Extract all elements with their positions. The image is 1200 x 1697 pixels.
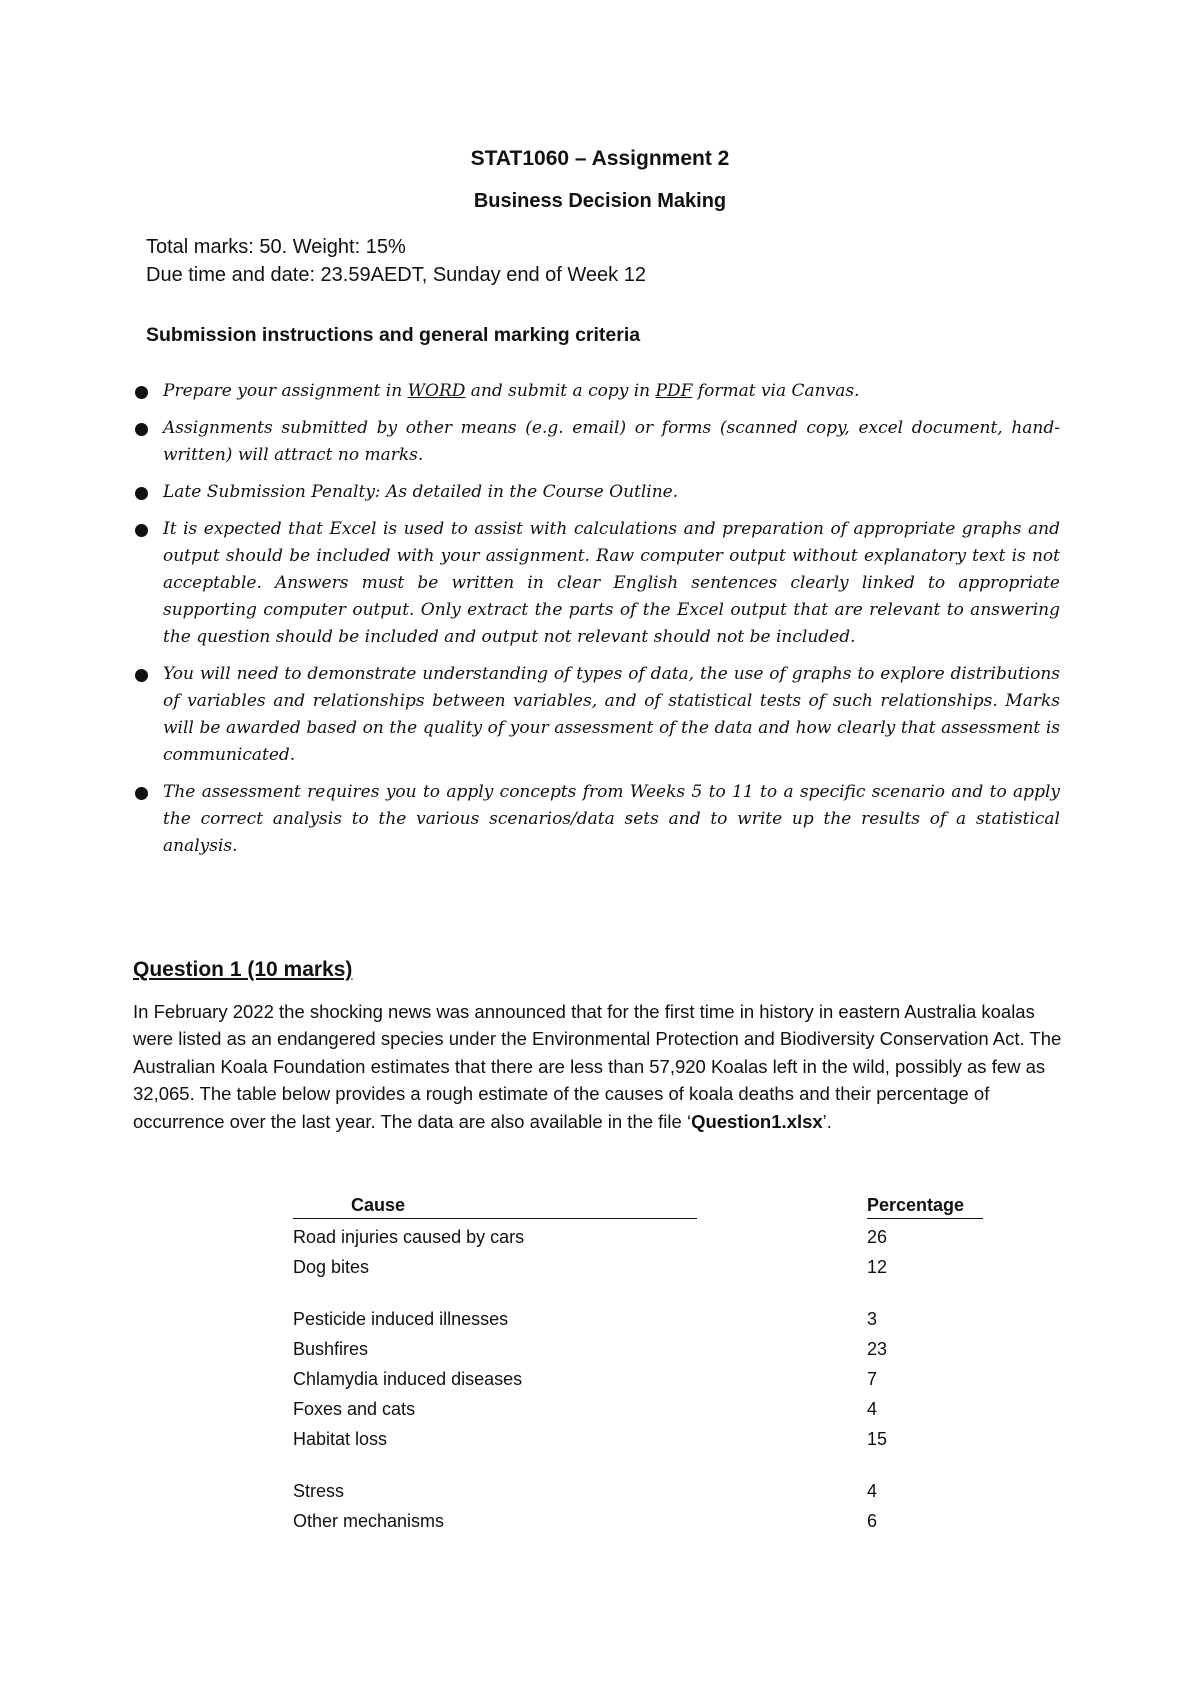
table-row — [293, 1506, 993, 1536]
list-item — [135, 479, 1060, 506]
course-subtitle: Business Decision Making — [473, 190, 727, 212]
bullet-text: The assessment requires you to apply concepts from Weeks 5 to 11 to a specific scenario and to apply the correct analysis to the various scenarios/data sets and to write up the results of a statistical analysis. — [163, 782, 1060, 856]
question1-heading: Question 1 (10 marks) — [133, 958, 353, 981]
pdf-format-text: PDF — [655, 381, 693, 401]
bullet-icon — [135, 669, 148, 682]
due-date: Due time and date: 23.59AEDT, Sunday end of Week 12 — [146, 264, 646, 286]
cause-cell: Pesticide induced illnesses — [293, 1309, 509, 1329]
cause-cell: Dog bites — [293, 1257, 370, 1277]
bullet-icon — [135, 423, 148, 436]
percentage-cell: 6 — [867, 1511, 878, 1531]
cause-cell: Chlamydia induced diseases — [293, 1369, 523, 1389]
cause-cell: Stress — [293, 1481, 345, 1501]
table-row — [293, 1424, 993, 1454]
instructions-list — [135, 378, 1060, 860]
percentage-cell: 26 — [867, 1227, 888, 1247]
table-row — [293, 1476, 993, 1506]
instructions-heading: Submission instructions and general marking criteria — [146, 324, 641, 346]
data-file-name: Question1.xlsx — [691, 1110, 823, 1132]
percentage-cell: 23 — [867, 1339, 888, 1359]
table-row — [293, 1222, 993, 1252]
cause-cell: Foxes and cats — [293, 1399, 416, 1419]
bullet-icon — [135, 487, 148, 500]
percentage-cell: 3 — [867, 1309, 878, 1329]
total-marks: Total marks: 50. Weight: 15% — [146, 236, 406, 258]
bullet-text: You will need to demonstrate understanding of types of data, the use of graphs to explore distributions of variables and relationships between variables, and of statistical tests of such relationships. Marks will be awarded based on the quality of your assessment of the data and how clearly that assessment is communicated. — [163, 664, 1060, 765]
list-item — [135, 415, 1060, 469]
paragraph-text: In February 2022 the shocking news was announced that for the first time in history in eastern Australia koalas were listed as an endangered species under the Environmental Protection and Biodiversity Conservation Act. The Australian Koala Foundation estimates that there are less than 57,920 Koalas left in the wild, possibly as few as 32,065. The table below provides a rough estimate of the causes of koala deaths and their percentage of occurrence over the last year. The data are also available in the file ‘ — [133, 1001, 1062, 1132]
koala-deaths-table — [293, 1192, 993, 1536]
list-item — [135, 378, 1060, 405]
percentage-cell: 7 — [867, 1369, 878, 1389]
percentage-cell: 15 — [867, 1429, 888, 1449]
cause-cell: Bushfires — [293, 1339, 369, 1359]
list-item — [135, 661, 1060, 769]
question1-paragraph — [133, 998, 1063, 1135]
bullet-text: Assignments submitted by other means (e.g. email) or forms (scanned copy, excel document, hand-written) will attract no marks. — [163, 418, 1060, 465]
column-header-label: Cause — [351, 1195, 406, 1215]
list-item — [135, 779, 1060, 860]
paragraph-text: ’. — [822, 1110, 832, 1132]
bullet-icon — [135, 386, 148, 399]
bullet-text: It is expected that Excel is used to assist with calculations and preparation of appropriate graphs and output should be included with your assignment. Raw computer output without explanatory text is not acceptable. Answers must be written in clear English sentences clearly linked to appropriate supporting computer output. Only extract the parts of the Excel output that are relevant to answering the question should be included and output not relevant should not be included. — [163, 519, 1060, 647]
column-header-cause — [293, 1192, 697, 1219]
bullet-icon — [135, 787, 148, 800]
table-row — [293, 1252, 993, 1282]
bullet-text: Prepare your assignment in — [163, 381, 408, 401]
word-format-text: WORD — [407, 381, 466, 401]
table-row — [293, 1364, 993, 1394]
column-header-percentage: Percentage — [867, 1192, 983, 1219]
bullet-text: Late Submission Penalty: As detailed in the Course Outline. — [163, 482, 679, 502]
assignment-title: STAT1060 – Assignment 2 — [470, 147, 730, 170]
list-item — [135, 516, 1060, 651]
table-row — [293, 1334, 993, 1364]
bullet-text: format via Canvas. — [692, 381, 860, 401]
bullet-text: and submit a copy in — [465, 381, 656, 401]
table-header — [293, 1192, 993, 1222]
cause-cell: Habitat loss — [293, 1429, 388, 1449]
percentage-cell: 4 — [867, 1399, 878, 1419]
table-row — [293, 1304, 993, 1334]
percentage-cell: 12 — [867, 1257, 888, 1277]
bullet-icon — [135, 524, 148, 537]
percentage-cell: 4 — [867, 1481, 878, 1501]
cause-cell: Other mechanisms — [293, 1511, 445, 1531]
table-row — [293, 1394, 993, 1424]
cause-cell: Road injuries caused by cars — [293, 1227, 525, 1247]
